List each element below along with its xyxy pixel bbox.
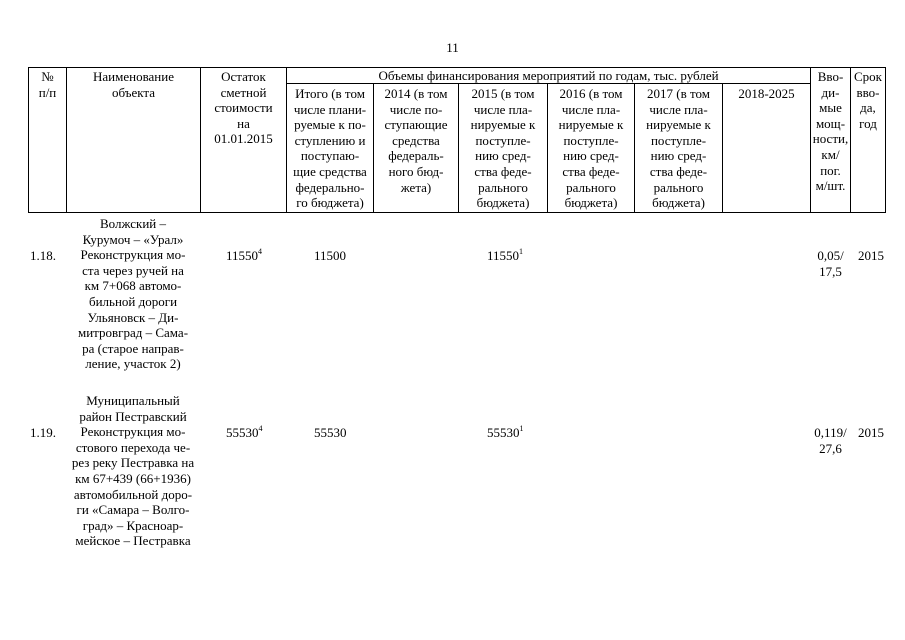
header-years-2018-2025: [723, 86, 810, 102]
text-line: поступле-: [563, 132, 619, 148]
text-line: ра (старое направ-: [82, 340, 184, 356]
total-value: 55530: [314, 425, 347, 440]
text-line: ста через ручей на: [82, 262, 184, 278]
text-line: жета): [400, 179, 432, 195]
capacity-value: [811, 425, 850, 456]
text-line: км 67+439 (66+1936): [75, 470, 191, 486]
text-line: п/п: [38, 84, 57, 100]
text-line: бильной дороги: [88, 293, 178, 309]
text-line: ности,: [812, 131, 849, 147]
text-line: бюджета): [564, 195, 618, 211]
text-line: 0,05/: [817, 248, 844, 263]
text-line: 27,6: [819, 440, 842, 456]
text-line: 17,5: [819, 263, 842, 279]
text-line: ди-: [821, 84, 840, 100]
text-line: федерально-: [295, 179, 365, 195]
text-line: нию сред-: [650, 148, 707, 164]
text-line: 01.01.2015: [214, 131, 273, 147]
text-line: ступающие: [384, 117, 448, 133]
text-line: 2014 (в том: [384, 86, 448, 101]
text-line: руемые к по-: [294, 117, 366, 133]
text-line: Остаток: [221, 69, 266, 84]
text-line: Вво-: [817, 69, 844, 84]
text-line: поступле-: [475, 132, 531, 148]
row-number: 1.18.: [30, 248, 56, 263]
text-line: числе плани-: [293, 101, 367, 117]
text-line: 2018-2025: [738, 86, 795, 101]
capacity-value: [811, 248, 850, 279]
header-year-2017: [635, 86, 722, 211]
text-line: град» – Красноар-: [82, 517, 184, 533]
text-line: рез реку Пестравка на: [71, 455, 195, 471]
text-line: числе пла-: [561, 101, 621, 117]
text-line: ступлению и: [294, 132, 366, 148]
text-line: сметной: [220, 84, 267, 100]
text-line: числе пла-: [649, 101, 708, 117]
text-line: №: [41, 69, 54, 84]
text-line: щие средства: [293, 163, 367, 179]
balance-value: 55530$^4$: [226, 424, 263, 440]
header-capacity: [811, 69, 850, 194]
term-value: 2015: [858, 248, 884, 263]
header-year-2016: [548, 86, 634, 211]
text-line: поступле-: [650, 132, 707, 148]
text-line: поступаю-: [300, 148, 360, 164]
text-line: нируемые к: [470, 117, 536, 133]
text-line: митровград – Сама-: [77, 325, 189, 341]
text-line: Наименование: [93, 69, 174, 84]
text-line: ства феде-: [474, 163, 532, 179]
text-line: Волжский –: [100, 216, 166, 231]
header-term: [851, 69, 885, 131]
text-line: на: [237, 115, 250, 131]
text-line: район Пестравский: [79, 408, 187, 424]
text-line: Реконструкция мо-: [80, 247, 186, 263]
text-line: рального: [478, 179, 528, 195]
text-line: 2016 (в том: [559, 86, 623, 101]
text-line: пог.: [820, 162, 841, 178]
text-line: км/: [821, 146, 840, 162]
text-line: мощ-: [815, 115, 846, 131]
header-year-2015: [459, 86, 547, 211]
header-year-2014: [374, 86, 458, 195]
text-line: числе по-: [389, 101, 443, 117]
header-object-name: [67, 69, 200, 100]
text-line: Реконструкция мо-: [80, 424, 186, 440]
text-line: км 7+068 автомо-: [84, 278, 182, 294]
object-name: [66, 216, 200, 372]
year-2015-value: 11550$^1$: [487, 247, 524, 263]
text-line: вво-: [856, 84, 880, 100]
text-line: Срок: [854, 69, 882, 84]
total-value: 11500: [314, 248, 347, 263]
balance-value: 11550$^4$: [226, 247, 263, 263]
text-line: объекта: [111, 84, 156, 100]
text-line: нируемые к: [646, 117, 711, 133]
text-line: мейское – Пестравка: [75, 533, 191, 549]
text-line: 0,119/: [814, 425, 847, 440]
text-line: нируемые к: [558, 117, 624, 133]
header-number: [29, 69, 66, 100]
text-line: Курумоч – «Урал»: [82, 231, 184, 247]
text-line: стоимости: [214, 100, 273, 116]
term-value: 2015: [858, 425, 884, 440]
text-line: ги «Самара – Волго-: [76, 502, 190, 518]
text-line: ление, участок 2): [85, 356, 181, 372]
text-line: ства феде-: [562, 163, 620, 179]
text-line: Ульяновск – Ди-: [87, 309, 179, 325]
text-line: Муниципальный: [86, 393, 180, 408]
text-line: 2015 (в том: [471, 86, 535, 101]
header-total: [287, 86, 373, 211]
text-line: Итого (в том: [295, 86, 365, 101]
text-line: нию сред-: [475, 148, 531, 164]
header-funding-group: Объемы финансирования мероприятий по годам, тыс. рублей: [378, 68, 719, 83]
text-line: автомобильной доро-: [73, 486, 193, 502]
text-line: бюджета): [476, 195, 530, 211]
header-balance: [201, 69, 286, 147]
text-line: бюджета): [652, 195, 705, 211]
text-line: год: [859, 115, 877, 131]
object-name: [66, 393, 200, 549]
text-line: числе пла-: [473, 101, 533, 117]
text-line: ного бюд-: [388, 163, 444, 179]
text-line: средства: [392, 132, 440, 148]
row-number: 1.19.: [30, 425, 56, 440]
page-number: 11: [446, 40, 459, 55]
text-line: нию сред-: [563, 148, 619, 164]
text-line: ства феде-: [649, 163, 708, 179]
text-line: стового перехода че-: [75, 439, 191, 455]
text-line: рального: [566, 179, 616, 195]
text-line: м/шт.: [815, 178, 846, 194]
year-2015-value: 55530$^1$: [487, 424, 524, 440]
text-line: рального: [653, 179, 704, 195]
text-line: мые: [819, 100, 842, 116]
text-line: го бюджета): [296, 195, 364, 211]
text-line: 2017 (в том: [647, 86, 710, 101]
text-line: да,: [860, 100, 876, 116]
text-line: федераль-: [388, 148, 444, 164]
